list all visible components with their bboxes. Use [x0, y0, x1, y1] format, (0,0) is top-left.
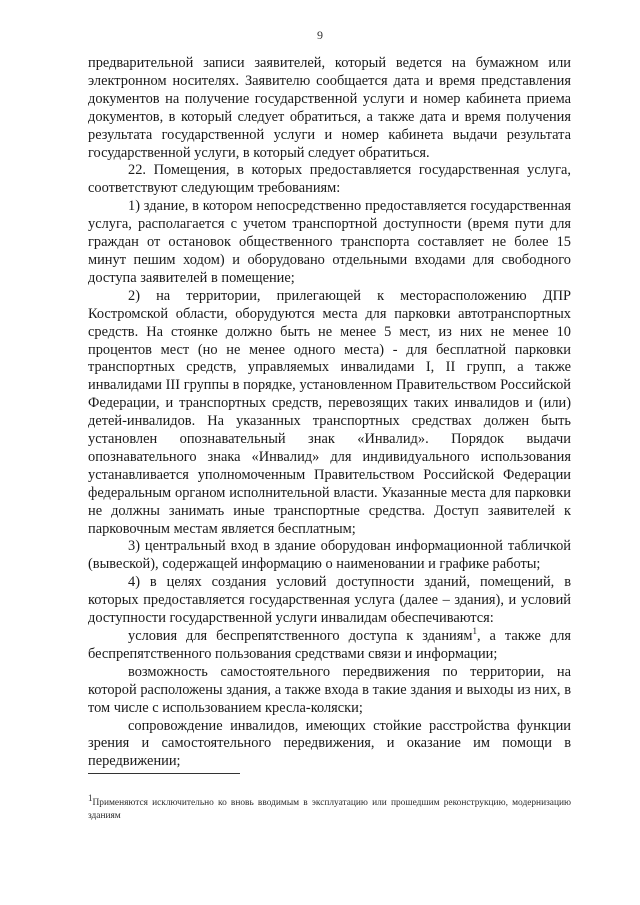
document-body: [88, 55, 571, 771]
paragraph-subitem-4: 4) в целях создания условий доступности зданий, помещений, в которых предоставляется государственная услуга (далее – здания), и условий доступности государственной услуги инвалидам обеспечиваются:: [88, 574, 571, 627]
footnote-reference: 1: [472, 626, 477, 637]
paragraph-subitem-1: 1) здание, в котором непосредственно предоставляется государственная услуга, располагается с учетом транспортной доступности (время пути для граждан от остановок общественного транспорта составляет не более 15 минут пешим ходом) и оборудовано отдельными входами для свободного доступа заявителей в помещение;: [88, 198, 571, 286]
footnote-text: Применяются исключительно ко вновь вводимым в эксплуатацию или прошедшим реконструкцию, модернизацию зданиям: [88, 798, 571, 821]
paragraph-subitem-3: 3) центральный вход в здание оборудован информационной табличкой (вывеской), содержащей информацию о наименовании и графике работы;: [88, 538, 571, 573]
paragraph-independent-movement: возможность самостоятельного передвижения по территории, на которой расположены здания, а также входа в такие здания и выходы из них, в том числе с использованием кресла-коляски;: [88, 663, 571, 716]
access-conditions-text-end: , а также для беспрепятственного пользования средствами связи и информации;: [88, 628, 571, 662]
footnote-marker: 1: [88, 792, 93, 803]
paragraph-escort: сопровождение инвалидов, имеющих стойкие расстройства функции зрения и самостоятельного передвижения, и оказание им помощи в передвижении;: [88, 717, 571, 770]
paragraph-continuation: предварительной записи заявителей, который ведется на бумажном или электронном носителях. Заявителю сообщается дата и время представления документов на получение государственной услуги и номер кабинета приема документов, в который следует обратиться, а также дата и время получения результата государственной услуги и номер кабинета выдачи результата государственной услуги, в который следует обратиться.: [88, 55, 571, 161]
access-conditions-text: условия для беспрепятственного доступа к зданиям: [128, 628, 473, 644]
paragraph-item-22: 22. Помещения, в которых предоставляется государственная услуга, соответствуют следующим требованиям:: [88, 162, 571, 197]
footnote: [88, 792, 571, 823]
paragraph-access-conditions: [88, 628, 571, 664]
footnote-separator: [88, 773, 240, 774]
paragraph-subitem-2: 2) на территории, прилегающей к месторасположению ДПР Костромской области, оборудуются места для парковки автотранспортных средств. На стоянке должно быть не менее 5 мест, из них не менее 10 процентов мест (но не менее одного места) - для бесплатной парковки транспортных средств, управляемых инвалидами I, II групп, а также инвалидами III группы в порядке, установленном Правительством Российской Федерации, и транспортных средств, перевозящих таких инвалидов и (или) детей-инвалидов. На указанных транспортных средствах должен быть установлен опознавательный знак «Инвалид». Порядок выдачи опознавательного знака «Инвалид» для индивидуального использования устанавливается уполномоченным Правительством Российской Федерации федеральным органом исполнительной власти. Указанные места для парковки не должны занимать иные транспортные средства. Доступ заявителей к парковочным местам является бесплатным;: [88, 287, 571, 537]
page-number: 9: [317, 28, 323, 42]
